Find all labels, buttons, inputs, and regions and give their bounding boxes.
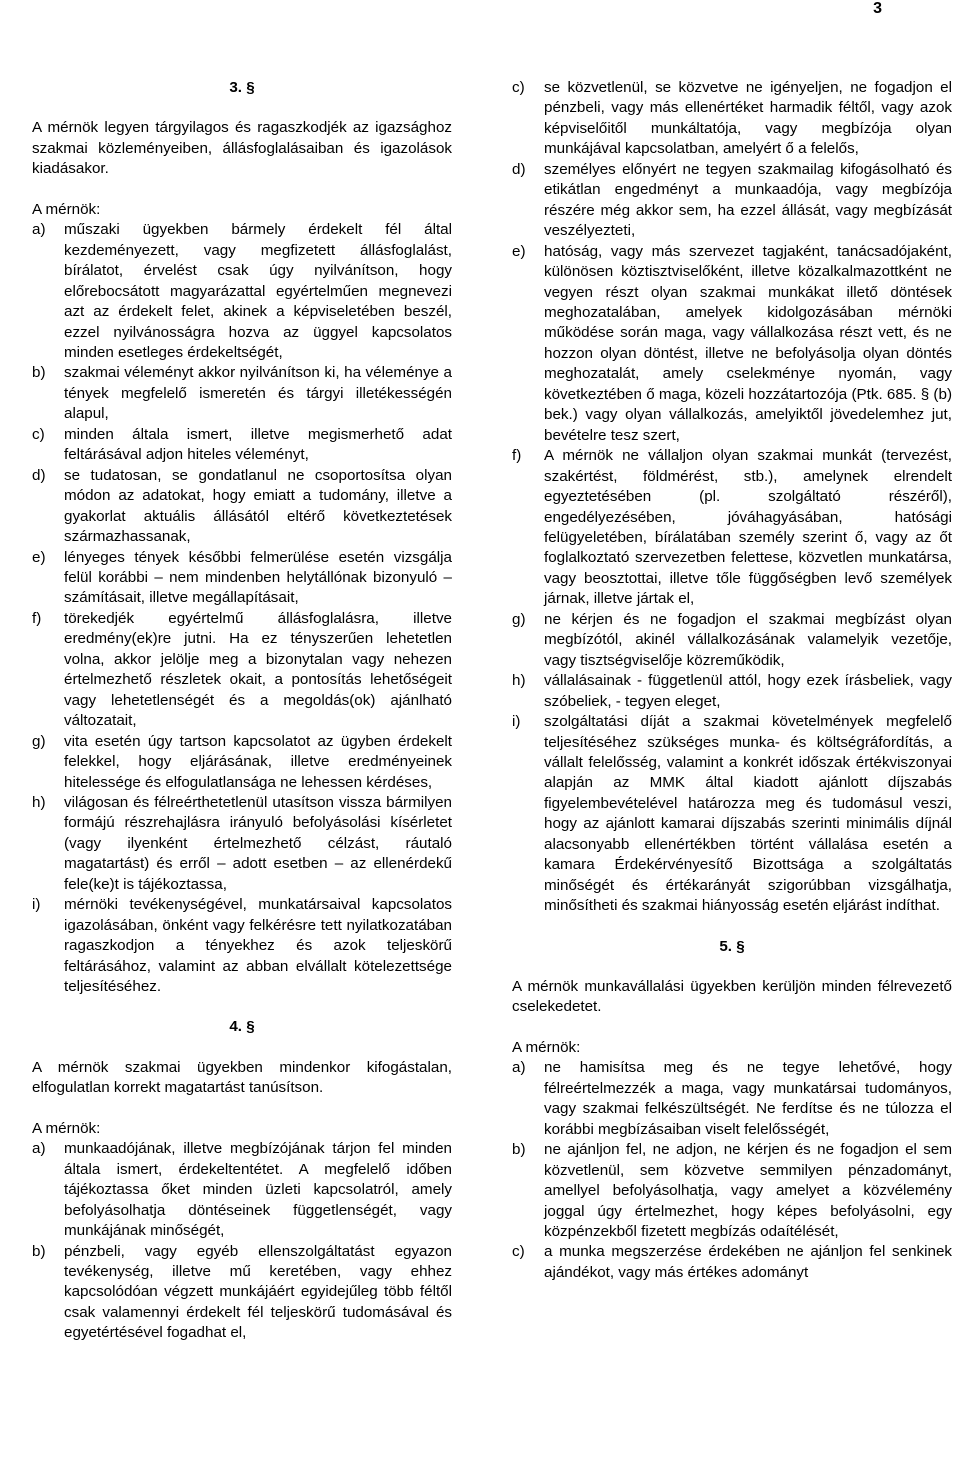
list-text: vita esetén úgy tartson kapcsolatot az ügyben érdekelt felekkel, hogy eljárásának, illetve eredményeinek hitelessége és elfogulatlansága ne lehessen kérdéses, — [64, 732, 452, 791]
list-item — [32, 466, 452, 548]
list-item — [32, 895, 452, 997]
list-marker: f) — [32, 609, 42, 627]
list-marker: b) — [512, 1141, 526, 1159]
list-item — [512, 1140, 952, 1242]
list-item — [512, 446, 952, 610]
list-item — [512, 160, 952, 242]
list-marker: f) — [512, 447, 522, 465]
list-marker: i) — [32, 896, 41, 914]
list-text: szolgáltatási díját a szakmai követelmények megfelelő teljesítéséhez szükséges munka- és költségráfordítás, a vállalt felelősség, valamint a konkrét időszak értékviszonyai alapján az MMK által kiadott ajánlott díjszabás figyelembevételével határozza meg és tudomásul veszi, hogy az ajánlott kamarai díjszabás szerinti minimális díjnál alacsonyabb ellenértékben történt vállalása esetén a kamara Érdekérvényesítő Bizottsága a szolgáltatás minőségét és értékarányát szigorúbban vizsgálhatja, minősítheti és szakmai hiányosság esetén eljárást indíthat. — [544, 713, 952, 915]
list-item — [32, 425, 452, 466]
list-item — [32, 732, 452, 793]
page-number: 3 — [873, 0, 882, 17]
section-5-intro: A mérnök munkavállalási ügyekben kerüljön minden félrevezető cselekedetet. — [512, 978, 952, 1016]
list-marker: d) — [32, 466, 46, 484]
right-column — [512, 78, 952, 1303]
list-text: se tudatosan, se gondatlanul ne csoportosítsa olyan módon az adatokat, hogy emiatt a tudomány, illetve a gyakorlat aktuális állásától eltérő következtetések származhassanak, — [64, 466, 452, 546]
list-text: mérnöki tevékenységével, munkatársaival kapcsolatos igazolásában, önként vagy felkérésre tett nyilatkozatában ragaszkodjon a tényekhez és azok teljeskörű feltárásához, valamint az abban elvállalt kötelezettsége teljesítéséhez. — [64, 896, 452, 996]
list-text: minden általa ismert, illetve megismerhető adat feltárásával adjon hiteles véleményt, — [64, 425, 452, 464]
list-text: műszaki ügyekben bármely érdekelt fél által kezdeményezett, vagy megfizetett állásfoglalást, bírálatot, érvelést csak úgy nyilvánítson, hogy előrebocsátott magyarázattal egyértelműen megnevezi azt az érdekelt felet, akinek a képviseletében beszél, ezzel nyilvánosságra hozva az üggyel kapcsolatos minden esetleges érdekeltségét, — [64, 221, 452, 361]
list-text: a munka megszerzése érdekében ne ajánljon fel senkinek ajándékot, vagy más értékes adományt — [544, 1243, 952, 1281]
list-item — [512, 242, 952, 447]
list-item — [512, 78, 952, 160]
section-5-heading: 5. § — [719, 937, 745, 955]
list-item — [512, 610, 952, 671]
list-text: szakmai véleményt akkor nyilvánítson ki, ha véleménye a tények megfelelő ismeretén és tárgyi illetékességén alapul, — [64, 364, 452, 423]
list-marker: g) — [512, 610, 526, 628]
section-3-lead: A mérnök: — [32, 200, 101, 218]
list-item — [32, 220, 452, 363]
list-marker: g) — [32, 732, 46, 750]
list-item — [32, 548, 452, 609]
list-text: pénzbeli, vagy egyéb ellenszolgáltatást egyazon tevékenység, illetve mű keretében, vagy ehhez kapcsolódóan végzett munkájáért egyidejűleg több féltől csak valamennyi érdekelt fél teljeskörű tudomásával és egyetértésével fogadhat el, — [64, 1242, 452, 1342]
section-4-heading: 4. § — [229, 1018, 255, 1036]
list-marker: c) — [512, 1243, 525, 1261]
list-marker: d) — [512, 160, 526, 178]
list-marker: a) — [32, 221, 46, 239]
list-marker: i) — [512, 713, 521, 731]
list-text: se közvetlenül, se közvetve ne igényeljen, ne fogadjon el pénzbeli, vagy más ellenértéket harmadik féltől, vagy azok képviselőitől munkáltatója, vagy megbízója olyan munkájával kapcsolatban, amelyért ő a felelős, — [544, 79, 952, 158]
list-item — [32, 363, 452, 424]
list-text: világosan és félreérthetetlenül utasítson vissza bármilyen formájú részrehajlásra irányuló befolyásolási kísérletet (vagy ilyenként értelmezhető célzást, ráutaló magatartást) és erről – adott esetben – az ellenérdekű fele(ke)t is tájékoztassa, — [64, 793, 452, 893]
section-5-lead: A mérnök: — [512, 1038, 581, 1056]
list-item — [512, 671, 952, 712]
list-marker: a) — [512, 1059, 526, 1077]
section-4-list-part1 — [32, 1139, 452, 1344]
list-text: ne ajánljon fel, ne adjon, ne kérjen és ne fogadjon el sem közvetlenül, sem közvetve semmilyen pénzadományt, amellyel befolyásolhatja, vagy amelyet a közvélemény joggal úgy értelmezhet, hogy képes befolyásolni, egy közpénzekből fizetett megbízás odaítélését, — [544, 1141, 952, 1241]
list-marker: b) — [32, 1242, 46, 1260]
section-4-lead: A mérnök: — [32, 1119, 101, 1137]
list-text: vállalásainak - függetlenül attól, hogy ezek írásbeliek, vagy szóbeliek, - tegyen eleget, — [544, 672, 952, 710]
list-item — [32, 1139, 452, 1241]
list-item — [32, 609, 452, 732]
list-item — [512, 1242, 952, 1283]
list-text: hatóság, vagy más szervezet tagjaként, tanácsadójaként, különösen köztisztviselőként, illetve közalkalmazottként ne vegyen részt olyan szakmai munkákat illető döntések meghozatalában, amelyek kidolgozásában mérnöki működése során maga, vagy vállalkozása részt vett, és ne hozzon olyan döntést, illetve ne befolyásolja olyan döntés meghozatalát, amely cselekménye nyomán, vagy következtében ő maga, közeli hozzátartozója (Ptk. 685. § (b) bek.) vagy olyan vállalkozás, amelyiktől jövedelemhez jut, bevételre tesz szert, — [544, 242, 952, 444]
section-3-heading: 3. § — [229, 79, 255, 96]
list-item — [512, 712, 952, 917]
list-item — [32, 1242, 452, 1344]
section-4-intro: A mérnök szakmai ügyekben mindenkor kifogástalan, elfogulatlan korrekt magatartást tanúsítson. — [32, 1058, 452, 1097]
section-4-list-part2 — [512, 78, 952, 917]
list-marker: h) — [512, 672, 526, 690]
list-marker: b) — [32, 364, 46, 382]
section-5-list — [512, 1058, 952, 1283]
list-text: személyes előnyért ne tegyen szakmailag kifogásolható és etikátlan engedményt a munkaadója, vagy megbízója részére még akkor sem, ha ezzel állását, vagy megbízását veszélyezteti, — [544, 160, 952, 240]
list-marker: e) — [32, 548, 46, 566]
list-text: törekedjék egyértelmű állásfoglalásra, illetve eredmény(ek)re jutni. Ha ez tényszerűen lehetetlen volna, akkor jelölje meg a bizonytalan vagy nehezen értelmezhető részletek okait, a pontosítás lehetőségeit vagy lehetetlenségét és a megoldás(ok) ajánlható változatait, — [64, 609, 452, 730]
list-text: ne hamisítsa meg és ne tegye lehetővé, hogy félreértelmezzék a maga, vagy munkatársai tudományos, vagy szakmai felkészültségét. Ne ferdítse és ne túlozza el korábbi megbízásaiban viselt felelősségét, — [544, 1059, 952, 1138]
list-marker: c) — [32, 425, 45, 443]
section-3-list — [32, 220, 452, 997]
left-column — [32, 78, 452, 1364]
list-marker: h) — [32, 793, 46, 811]
list-text: lényeges tények későbbi felmerülése esetén vizsgálja felül korábbi – nem mindenben helytállónak bizonyuló – számításait, illetve megállapításait, — [64, 548, 452, 607]
list-marker: a) — [32, 1140, 46, 1158]
list-item — [512, 1058, 952, 1140]
list-text: ne kérjen és ne fogadjon el szakmai megbízást olyan megbízótól, akinél vállalkozásának valamelyik vezetője, vagy tisztségviselője közreműködik, — [544, 610, 952, 669]
list-marker: e) — [512, 242, 526, 260]
list-text: munkaadójának, illetve megbízójának tárjon fel minden általa ismert, érdekeltentétet. A megfelelő időben tájékoztassa őket minden üzleti kapcsolatról, amely befolyásolhatja döntéseinek függetlenségét, vagy munkájának minőségét, — [64, 1140, 452, 1240]
list-marker: c) — [512, 79, 525, 96]
list-item — [32, 793, 452, 895]
list-text: A mérnök ne vállaljon olyan szakmai munkát (tervezést, szakértést, földmérést, stb.), amelynek elrendelt egyeztetésében (pl. szolgáltató részéről), engedélyezésében, jóváhagyásában, hatósági felügyeletében, bírálatában személy szerint ő, vagy az őt foglalkoztató szervezetben felettese, közvetlen munkatársa, vagy beosztottai, illetve tőle függőségben levő személyek járnak, illetve jártak el, — [544, 447, 952, 608]
section-3-intro: A mérnök legyen tárgyilagos és ragaszkodjék az igazsághoz szakmai közleményeiben, állásfoglalásaiban és igazolások kiadásakor. — [32, 119, 452, 178]
